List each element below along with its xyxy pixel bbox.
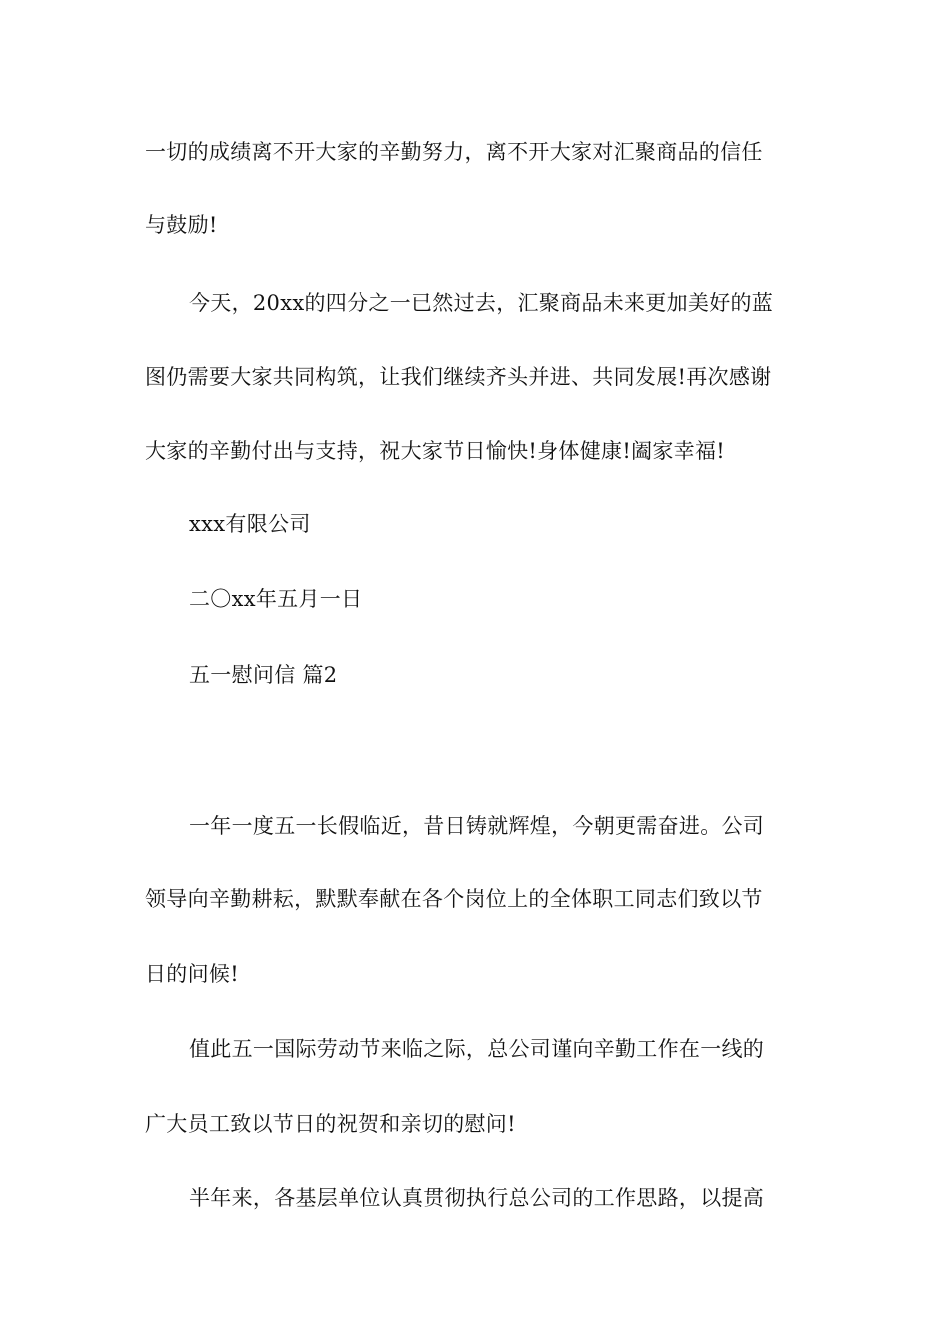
letter-date: 二〇xx年五月一日 bbox=[189, 587, 363, 611]
paragraph-line: 图仍需要大家共同构筑，让我们继续齐头并进、共同发展!再次感谢 bbox=[145, 365, 772, 389]
paragraph-line: 一年一度五一长假临近，昔日铸就辉煌，今朝更需奋进。公司 bbox=[189, 814, 765, 838]
paragraph-line: 日的问候! bbox=[145, 962, 239, 986]
paragraph-line: 与鼓励! bbox=[145, 213, 218, 237]
paragraph-line: 广大员工致以节日的祝贺和亲切的慰问! bbox=[145, 1112, 516, 1136]
section-heading: 五一慰问信 篇2 bbox=[189, 663, 338, 687]
paragraph-line: 领导向辛勤耕耘，默默奉献在各个岗位上的全体职工同志们致以节 bbox=[145, 887, 763, 911]
paragraph-line: 大家的辛勤付出与支持，祝大家节日愉快!身体健康!阖家幸福! bbox=[145, 439, 726, 463]
paragraph-line: 值此五一国际劳动节来临之际，总公司谨向辛勤工作在一线的 bbox=[189, 1037, 765, 1061]
company-signature: xxx有限公司 bbox=[189, 512, 311, 536]
paragraph-line: 半年来，各基层单位认真贯彻执行总公司的工作思路，以提高 bbox=[189, 1186, 765, 1210]
paragraph-line: 一切的成绩离不开大家的辛勤努力，离不开大家对汇聚商品的信任 bbox=[145, 140, 763, 164]
paragraph-line: 今天，20xx的四分之一已然过去，汇聚商品未来更加美好的蓝 bbox=[189, 291, 774, 315]
